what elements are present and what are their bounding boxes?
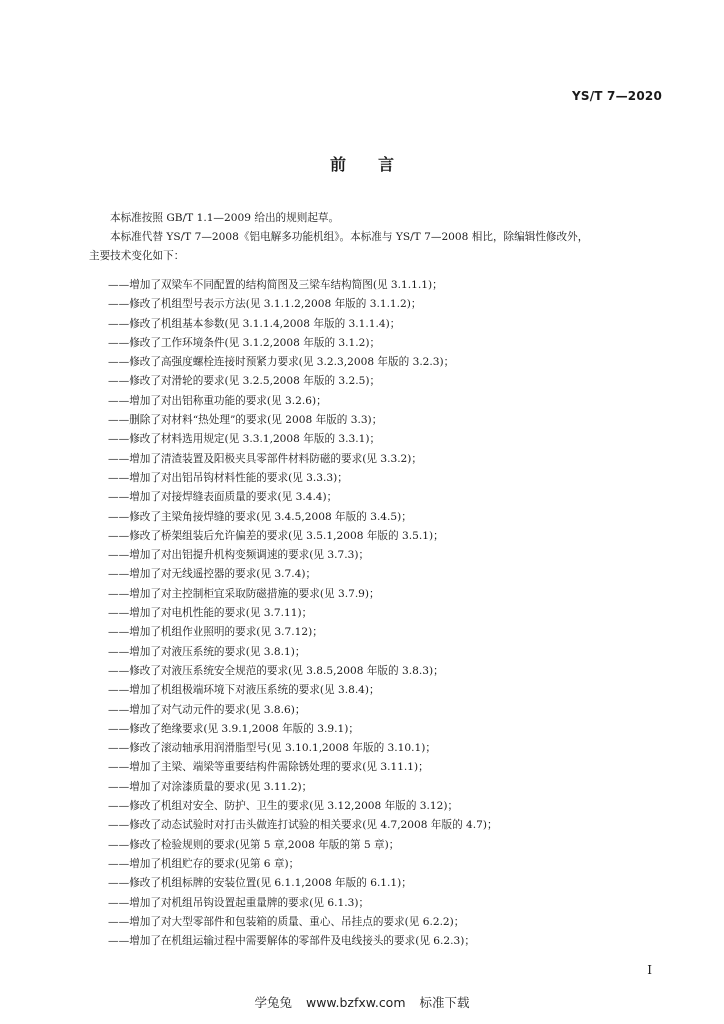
list-item: ——增加了对大型零部件和包装箱的质量、重心、吊挂点的要求(见 6.2.2)； xyxy=(108,915,465,928)
standard-code: YS/T 7—2020 xyxy=(571,89,662,103)
list-item: ——增加了双梁车不同配置的结构简图及三梁车结构简图(见 3.1.1.1)； xyxy=(108,279,443,291)
intro-line-replacement: 本标准代替 YS/T 7—2008《铝电解多功能机组》。本标准与 YS/T 7—2008 相比，除编辑性修改外， xyxy=(110,231,589,244)
list-item: ——增加了对气动元件的要求(见 3.8.6)； xyxy=(108,703,306,716)
list-item: ——修改了主梁角接焊缝的要求(见 3.4.5,2008 年版的 3.4.5)； xyxy=(108,510,412,523)
list-item: ——修改了对液压系统安全规范的要求(见 3.8.5,2008 年版的 3.8.3)； xyxy=(108,664,444,677)
list-item: ——修改了桥架组装后允许偏差的要求(见 3.5.1,2008 年版的 3.5.1)； xyxy=(108,529,444,542)
list-item: ——增加了对液压系统的要求(见 3.8.1)； xyxy=(108,645,306,658)
list-item: ——增加了主梁、端梁等重要结构件需除锈处理的要求(见 3.11.1)； xyxy=(108,761,429,774)
list-item: ——增加了在机组运输过程中需要解体的零部件及电线接头的要求(见 6.2.3)； xyxy=(108,935,475,948)
list-item: ——修改了机组标牌的安装位置(见 6.1.1,2008 年版的 6.1.1)； xyxy=(108,877,412,890)
list-item: ——增加了机组极端环境下对液压系统的要求(见 3.8.4)； xyxy=(108,684,380,697)
list-item: ——增加了对机组吊钩设置起重量牌的要求(见 6.1.3)； xyxy=(108,896,370,909)
list-item: ——增加了对出铝提升机构变频调速的要求(见 3.7.3)； xyxy=(108,549,370,562)
intro-section xyxy=(89,209,669,267)
list-item: ——增加了对无线遥控器的要求(见 3.7.4)； xyxy=(108,568,317,581)
list-item: ——增加了对出铝称重功能的要求(见 3.2.6)； xyxy=(108,394,327,407)
page-title: 前言 xyxy=(329,155,426,174)
list-item: ——修改了检验规则的要求(见第 5 章,2008 年版的第 5 章)； xyxy=(108,838,400,851)
list-item: ——增加了机组贮存的要求(见第 6 章)； xyxy=(108,857,300,870)
list-item: ——修改了机组对安全、防护、卫生的要求(见 3.12,2008 年版的 3.12)； xyxy=(108,800,459,813)
list-item: ——修改了对滑轮的要求(见 3.2.5,2008 年版的 3.2.5)； xyxy=(108,375,381,388)
list-item: ——修改了滚动轴承用润滑脂型号(见 3.10.1,2008 年版的 3.10.1)； xyxy=(108,742,436,755)
list-item: ——删除了对材料“热处理”的要求(见 2008 年版的 3.3)； xyxy=(108,414,383,427)
list-item: ——增加了对涂漆质量的要求(见 3.11.2)； xyxy=(108,780,313,793)
footer-watermark: 学兔兔 www.bzfxw.com 标准下载 xyxy=(254,995,470,1010)
technical-changes-list xyxy=(108,276,678,951)
list-item: ——修改了高强度螺栓连接时预紧力要求(见 3.2.3,2008 年版的 3.2.3)； xyxy=(108,356,455,369)
list-item: ——增加了对主控制柜宜采取防磁措施的要求(见 3.7.9)； xyxy=(108,587,380,600)
list-item: ——修改了绝缘要求(见 3.9.1,2008 年版的 3.9.1)； xyxy=(108,722,359,735)
page-number: I xyxy=(647,963,652,977)
list-item: ——修改了工作环境条件(见 3.1.2,2008 年版的 3.1.2)； xyxy=(108,336,381,349)
list-item: ——修改了机组基本参数(见 3.1.1.4,2008 年版的 3.1.1.4)； xyxy=(108,317,401,330)
list-item: ——修改了材料选用规定(见 3.3.1,2008 年版的 3.3.1)； xyxy=(108,433,381,446)
list-item: ——增加了对电机性能的要求(见 3.7.11)； xyxy=(108,607,313,620)
list-item: ——增加了清渣装置及阳极夹具零部件材料防磁的要求(见 3.3.2)； xyxy=(108,452,423,465)
list-item: ——增加了对出铝吊钩材料性能的要求(见 3.3.3)； xyxy=(108,471,348,484)
list-item: ——增加了对接焊缝表面质量的要求(见 3.4.4)； xyxy=(108,491,338,504)
list-item: ——增加了机组作业照明的要求(见 3.7.12)； xyxy=(108,626,323,639)
intro-line-drafting-rules: 本标准按照 GB/T 1.1—2009 给出的规则起草。 xyxy=(110,212,340,224)
list-item: ——修改了机组型号表示方法(见 3.1.1.2,2008 年版的 3.1.1.2)； xyxy=(108,298,422,311)
intro-line-changes-heading: 主要技术变化如下： xyxy=(89,250,185,263)
list-item: ——修改了动态试验时对打击头做连打试验的相关要求(见 4.7,2008 年版的 4.7)； xyxy=(108,819,498,832)
